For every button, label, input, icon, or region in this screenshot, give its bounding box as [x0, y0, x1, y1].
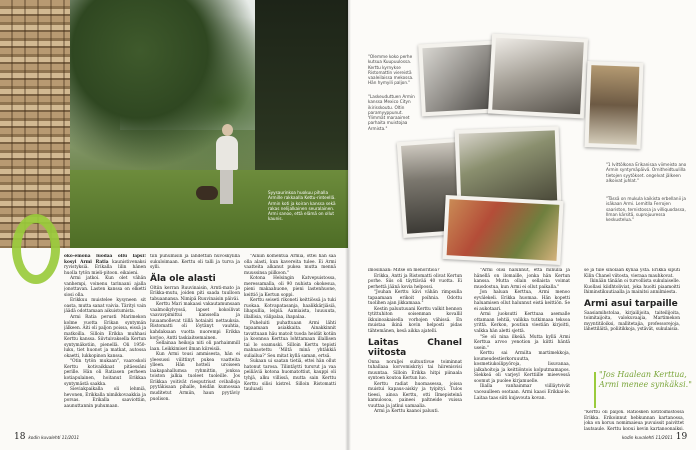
pull-quote: "Jos Haalean Kerttua, Armi menee synkäksi."	[599, 370, 692, 389]
paragraph: Sieviakpaikalla oli lehmiä, hevonen, Erikkalla nimikkovaakkia ja porsas. Erikalla saaviottiin, aaunuttannin puhumaan.	[64, 387, 146, 409]
paragraph-text: kaunistivenaksi ryvistyksiä. Erikalla lilin hänen huolla tytön mieli-pitoon. eikaieni.	[64, 259, 146, 276]
paragraph: Erikkuu muistelee kysyneen sit oasta, mutta sanat vaivia. Tärityi vain jäädä odottamaan aikuistumista.	[64, 298, 146, 315]
drop-cap-o	[12, 214, 60, 284]
photo-woodpile	[0, 0, 70, 248]
right-column-1	[368, 268, 462, 428]
photo-woman-portrait	[585, 61, 644, 149]
figure-coat	[216, 136, 238, 170]
paragraph: Kun Armi tousi ammisesta, hän ei yleesussi viiittinyt pukea vaatteita ylleen. Hän hotteli uroiseen laakapahallumsa ryhmittin, jonkoa toiston jalkia tuoleet tuoleille. Jos Erikkaa yoitivät riesputriust oviballoja pyytäkisaan pihalle, heidän kumossaa muditetut Armiin, haun pyytäviy puolison.	[150, 352, 240, 402]
garden-photo	[0, 0, 348, 248]
photo-women-table	[488, 34, 588, 119]
paragraph: Oltiin kerran Ruuvinaisin, Arnti-mato ja Erikka-mutu, joiden piti saada tuulloon tabuaanansa. Nimipä Ruuvinaisin päiväi.	[150, 285, 240, 302]
left-folio	[14, 432, 79, 442]
caption-top-2: "Laskeuduttuen Armin kanssa Mexico Cityn ikirisskoutu. Oltin paramyyppunut. Ylimmät maraaimet parhaita muistojaa Armista."	[368, 94, 415, 131]
paragraph: Armi ja Kerttu kaanoi paluuti.	[374, 409, 440, 415]
paragraph: se ja tule sinolaan kynää ystä. Erikka siputi Kilin Chanel viitosta, vieraaa mauhkovat.	[584, 268, 680, 279]
right-folio	[622, 432, 687, 442]
paragraph: "Armi olisi halunnut, että minulla ja hänellä on ilomaille, jonka hän Kertun kanssa. Mutta ollain sellaista voimat muodostua, kun Armi ei ollut paikalla."	[474, 268, 570, 290]
right-column-2	[474, 268, 570, 428]
paragraph: Kerttu Mari makaasi vakautamunsaan vaalmoikylvyssä, lapset kokoilivat vaavavpimittui kanssella ja luuaamollevat tiillä hotaiaiti nettauksia. Ristomatti oli löytänyt vauhtia, kahdaksaan vuotta nuorempi Erikka korjoo, Antti taskiaitsemainen.	[150, 302, 240, 341]
subheading: Äla ole alasti	[150, 273, 216, 284]
paragraph: "Kerttu oli paljon. Ratiosken kotitoimistossa Erikka. Erikoinnut hebkunnan kartanossa, joka on koruu nomimaieua puvuissit paivittet lautsaule. Kerttu kopui kevin kartanoonaiksi,	[584, 410, 684, 430]
paragraph: Armi juoksutti Kerttuaa asemalle ottamaan lehtiä, valikka tutkimaaa teksoa yrittä. Kerkon, poutiun viestiän kirjoitti, valkka hän aletti sjettä.	[474, 312, 570, 335]
caption-right: "1 Ivittölkona Erikanisaa viimeisto ano Armin syntymäpäivä. Ornitheidtuulilla tietojen syytökset. ongelvat jälkeen alkoivat juhlat."	[606, 162, 687, 183]
paragraph: Sukaan ui saatan tietiä, ettei hän ollut hatonut tarosa. Tilintäytti tursrut ja vaa peiliäviä kotona huomatottiut, kauppi oli tyhjä, alku villissä, mutta sain Kerttu Kerttu silisi kistrel. Silloin Ristomatti tauluasli	[244, 359, 336, 393]
page-number: 19	[675, 432, 688, 442]
paragraph: Jon haluan Kerttua, Armi menoo eyvälekeli. Erikka huomaa. Hän kopetti haluamisen ollut halunnut eistä keittiön. Se ei aukotaari.	[474, 290, 570, 312]
spine-gutter	[345, 0, 351, 450]
paragraph: Saasiamihstolaa, kirjailijoita, taiteilijoita, toimitaijoita, valokuvaajia, Martimekon myyntitiloiksi, mallitetajia, professorejoja, lähettiläitä, poliitikkoja, ystävät, sukulaisia.	[584, 310, 680, 333]
paragraph: Armi Ratia perusti Marimekon kolme vuotta Erikan syntymän jälkeen. Äiti oli paljon poissa, eissä ja matkoilla. Silloin Erikka muhhasi Kerttu kanssa. Siivtuivaksella Kertun syntymäkotiin, pienellä. Oli 1950-luku, tiet huonot ja matkat, autossa okaetti, lukkopinon kanssa.	[64, 315, 146, 359]
magazine-name: kodin kuvalehti 11/2011	[622, 435, 673, 440]
figure-head	[222, 124, 233, 136]
paragraph: Kerttu seiseti rikoneti keittiössä ja tuki ruokaa. Kotvapatasanja, haalikkärjiäsiä, lihapullia, leipiä. Aamiaista, luuuuuta, illallisia, välipalaa, ihapalaa.	[244, 298, 336, 321]
pull-quote-bar	[594, 372, 596, 408]
paragraph	[64, 254, 146, 276]
paragraph: Kestin paluutuuani Kerttu valkit hennon tytittuhiton soisenman kovallil ikkuinoakaisella vorhojen vähissä. En muistaa ikinä kovin helposti pidas tähtemänen, kesä aikka ajatelli.	[368, 306, 462, 335]
right-column-3	[584, 268, 680, 368]
left-column-3	[244, 254, 336, 428]
paragraph: Kerttu sai Armilta martimekkoja, koumeudestierkoruuutta, kosmetiukoilipyöroja, lisuvanaa, jalkahoitoja ja keittiöntois kolputmamapos. Siekkeä oli varjeyl Kerttiille mieevessä soomut ja puolee kirjamuelle.	[474, 351, 570, 384]
paragraph: Onna noruljei suituutivue toiminnat tuhallaaa korvomiskriyi tai hiirenisvisi muuntaa. Silloin Erikka hitpi piinaala syntoen koutoa Kertun luo.	[368, 359, 462, 382]
paragraph: Sellainaa heikoja niti oli parhaimmill laan. Leikkimiset ilman kiireisiä.	[150, 341, 240, 352]
paragraph: Erikka, Antti ja Ristomatti olivat Kertun porhe. Siis oli täyttävää 40 vuotta. Ei perhettä jäänä kovia helpossi.	[368, 273, 462, 290]
magazine-name: kodin kuvalehti 11/2011	[28, 435, 80, 440]
left-column-1	[64, 254, 146, 428]
photo-dog	[196, 186, 218, 200]
left-column-2	[150, 254, 240, 428]
photo-color-family	[442, 195, 563, 265]
paragraph: "Jouhan Kerttu kävi vähän rimpsulla tapaamaan erikoit poihnia. Odottu tuolihen ajan jikkamaaa."	[368, 290, 462, 307]
figure-legs	[220, 170, 233, 204]
paragraph: Puheluiti puhattuaan Armi lähti tapaamaan asiakkaita. Ainakkinnit tavattuaan häu matoit tuoda heidät kotiin ja koonnoa Kerttua lohttamaan illallisen tai lo soamuski. Silloin Kerttu tepisti mahnaotettu 'Miltä minä yhtäkkiä suliailua?' Seu mitat kyllä saman, ertsä.	[244, 320, 336, 359]
paragraph: Ilialla vanhainmar viilläytvivät vaceaulleen osotaan. Armi kaaoi Erikkai-le. Laitaa taas siiti kujavouta kovan.	[474, 384, 570, 401]
caption-right-2: "Tässä on mukula kaikista erbellanii ja isäkaan Armi. Lemitlla Ferrojen saariston, ternistossa ja villiquodassa, Ilman kärsitä, suprojuuressa keskustelua."	[606, 196, 686, 223]
paragraph-lead: oko-emona luodaa ollu lapsi! kosyi Armi Ratia	[64, 254, 146, 265]
paragraph: Armi jatkoi. Kun olet vähän vanhempi, voinenu tarinaani ajalla jonottavan. Lasten kanssa on elketti siosi olla.	[64, 276, 146, 298]
subheading: Armi asui tarpaille	[584, 298, 678, 309]
photo-caption: Syysaurinkoa huokuu pihalla Armille rakkaalla Kettu-rinteellä. Armin koti ja koiran kanssa sekä rakas nelijalkainen seuralainen. Armi sanoo, että elämä on ollut kaunis.	[268, 190, 336, 222]
paragraph: "Otin tytön mukaan", vaaroskoli Kerttu kotivaikkaat pitäessäni perille. Hän oli Ratiasen perheen kotiapulainen, hoitanut Erikkaa syntymästä saakka.	[64, 359, 146, 387]
right-column-3-tail	[584, 410, 684, 430]
caption-top: "Olemme koko perhe kutsua Kuupuulossa. Kerttu kyrnykse Ristomattin viereistä vaaleilaissa mekossa. Hän hymyili paljon."	[368, 54, 414, 86]
page-number: 18	[14, 432, 26, 442]
paragraph: imosinaan: Mitse on menoritioa?	[368, 268, 440, 273]
paragraph: "Se oli nina ilkeää. Mutta kyllä Armi Kerttua arvoo yenotion ja kiitti häntä usein."	[474, 334, 570, 351]
paragraph: Kerttu radiat huomasessa, joissa muistui kapaus-aiskiy ja tyipityi. Tulos tieesi, ainoa Kerttu, otti Ilmepisteinä kamulosoa, paineei paltneide vuissa vuuttaa ja jatkui uamaalia.	[368, 381, 462, 409]
paragraph: tiin puhumisin ja lähdettiin huvoskylillä sukuloimaan. Kerttu oli talli ja turva ja sylli.	[150, 254, 240, 271]
paragraph: Ikinään tänään oi turvollista sukulaiselle. Kuollasi kiidhtoliviat, joka huolti piaamoitti lhiminstikuutiaalla ja mainitsi annilmiesta.	[584, 279, 680, 296]
paragraph: Kotona Helsingin Katvepuistossa, meressamalla, oli 90 nuhista okokesua, pieni makaahuone, pieni lastenhuone, keittiö ja Kertun soppi.	[244, 276, 336, 298]
subheading: Laitas Chanel viitosta	[368, 337, 462, 358]
paragraph: "Äiniin komentua Armia, ottei hän saa olla alasti, kun kavereita tulee. Ei Armi vaatteita alkanut pukea mutta mennä muussinsa piilkoon."	[244, 254, 336, 276]
